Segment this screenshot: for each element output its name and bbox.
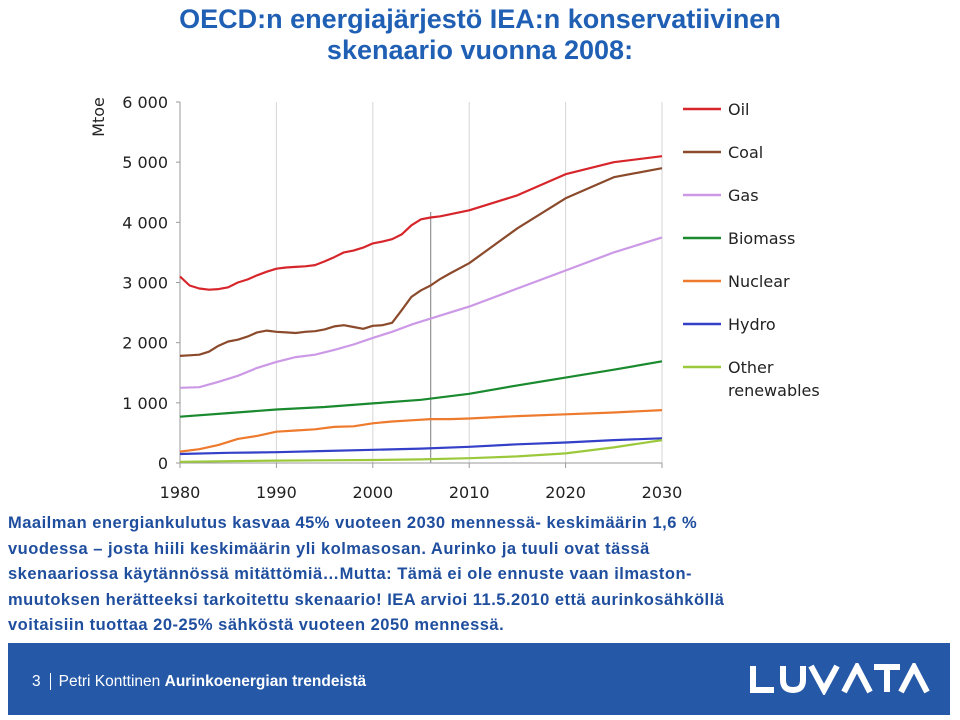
series-line-gas — [180, 237, 662, 387]
legend-label: Hydro — [728, 315, 776, 334]
slide-title-line: OECD:n energiajärjestö IEA:n konservatiivinen — [179, 4, 781, 34]
page-number: 3 — [32, 673, 51, 690]
slide-title — [0, 0, 960, 74]
series-line-other-renewables — [180, 440, 662, 462]
footer-topic: Aurinkoenergian trendeistä — [164, 673, 367, 690]
y-tick-label: 1 000 — [122, 393, 168, 413]
body-text-line: skenaariossa käytännössä mitättömiä…Mutta: Tämä ei ole ennuste vaan ilmaston- — [8, 565, 693, 583]
x-tick-label: 2000 — [352, 483, 394, 502]
y-tick-label: 0 — [157, 454, 168, 473]
legend-label: Oil — [728, 100, 750, 119]
x-tick-label: 1980 — [159, 483, 201, 502]
x-tick-label: 2010 — [448, 483, 490, 502]
series-line-hydro — [180, 438, 662, 454]
body-text-line: Maailman energiankulutus kasvaa 45% vuoteen 2030 mennessä- keskimäärin 1,6 % — [8, 514, 698, 532]
energy-demand-line-chart — [0, 80, 960, 505]
y-tick-label: 3 000 — [122, 273, 168, 293]
footer-author: Petri Konttinen — [58, 673, 161, 690]
x-tick-label: 2020 — [545, 483, 586, 502]
y-axis-label: Mtoe — [89, 97, 108, 137]
footer-caption — [32, 673, 366, 691]
x-tick-label: 1990 — [256, 483, 297, 502]
luvata-logo — [748, 663, 933, 695]
legend-label: Biomass — [728, 229, 796, 248]
slide-title-line: skenaario vuonna 2008: — [326, 35, 634, 65]
body-text-line: muutoksen herätteeksi tarkoitettu skenaario! IEA arvioi 11.5.2010 että aurinkosähköllä — [8, 590, 725, 609]
series-line-nuclear — [180, 410, 662, 452]
slide-footer — [8, 643, 950, 715]
body-text-line: voitaisiin tuottaa 20-25% sähköstä vuoteen 2050 mennessä. — [8, 616, 505, 634]
y-tick-label: 5 000 — [122, 153, 168, 173]
legend-label: Coal — [728, 143, 764, 162]
y-tick-label: 4 000 — [122, 213, 168, 233]
slide-body-text — [8, 511, 953, 639]
legend-label: Nuclear — [728, 272, 790, 291]
y-tick-label: 2 000 — [122, 333, 168, 353]
x-tick-label: 2030 — [641, 483, 683, 502]
legend-label: Other — [728, 358, 774, 377]
y-tick-label: 6 000 — [122, 93, 168, 112]
series-line-oil — [180, 156, 662, 290]
legend-label: renewables — [728, 381, 820, 400]
legend-label: Gas — [728, 186, 759, 205]
body-text-line: vuodessa – josta hiili keskimäärin yli kolmasosan. Aurinko ja tuuli ovat tässä — [8, 539, 650, 558]
